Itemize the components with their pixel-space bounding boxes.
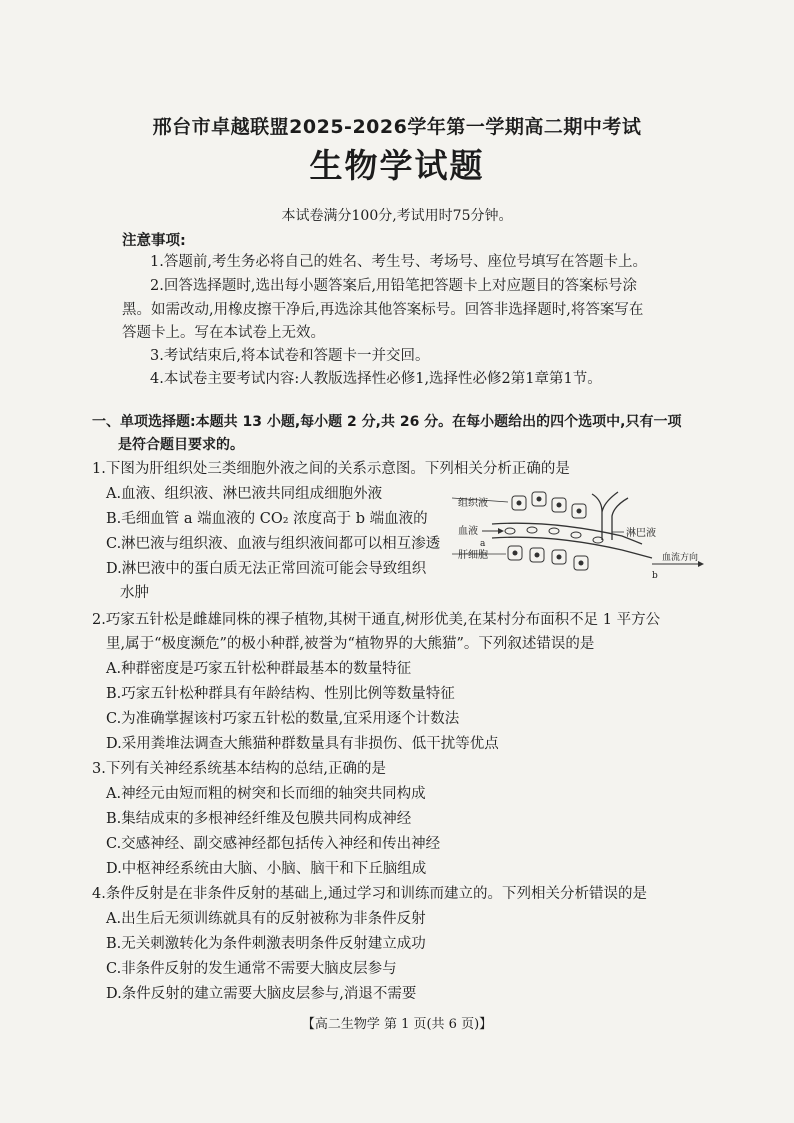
option-d-cont: 水肿 bbox=[120, 585, 149, 601]
exam-title: 邢台市卓越联盟2025-2026学年第一学期高二期中考试 bbox=[152, 116, 642, 138]
cell-nucleus bbox=[579, 561, 584, 566]
option-b: B.毛细血管 a 端血液的 CO₂ 浓度高于 b 端血液的 bbox=[106, 511, 428, 527]
question-stem: 2.巧家五针松是雌雄同株的裸子植物,其树干通直,树形优美,在某村分布面积不足 1 平方公 bbox=[92, 612, 661, 628]
option-c: C.交感神经、副交感神经都包括传入神经和传出神经 bbox=[106, 836, 441, 852]
blood-cell bbox=[505, 528, 515, 534]
option-a: A.血液、组织液、淋巴液共同组成细胞外液 bbox=[106, 486, 383, 502]
question-stem: 4.条件反射是在非条件反射的基础上,通过学习和训练而建立的。下列相关分析错误的是 bbox=[92, 886, 647, 902]
cell-nucleus bbox=[537, 497, 542, 502]
option-d: D.条件反射的建立需要大脑皮层参与,消退不需要 bbox=[106, 986, 417, 1002]
notice-line: 黑。如需改动,用橡皮擦干净后,再选涂其他答案标号。回答非选择题时,将答案写在 bbox=[122, 302, 644, 318]
cell-nucleus bbox=[535, 553, 540, 558]
label-tissue-fluid: 组织液 bbox=[458, 498, 488, 509]
option-d: D.中枢神经系统由大脑、小脑、脑干和下丘脑组成 bbox=[106, 861, 427, 877]
option-c: C.非条件反射的发生通常不需要大脑皮层参与 bbox=[106, 961, 397, 977]
section-heading: 一、单项选择题:本题共 13 小题,每小题 2 分,共 26 分。在每小题给出的四个选项中,只有一项 bbox=[92, 414, 682, 430]
blood-cell bbox=[549, 528, 559, 534]
option-a: A.种群密度是巧家五针松种群最基本的数量特征 bbox=[106, 661, 412, 677]
label-a: a bbox=[480, 539, 486, 549]
extracellular-fluid-diagram bbox=[452, 482, 712, 582]
blood-cell bbox=[571, 532, 581, 538]
notice-line: 答题卡上。写在本试卷上无效。 bbox=[122, 325, 325, 341]
label-blood: 血液 bbox=[458, 526, 478, 537]
blood-cell bbox=[527, 527, 537, 533]
option-a: A.出生后无须训练就具有的反射被称为非条件反射 bbox=[106, 911, 426, 927]
label-flow-direction: 血流方向 bbox=[662, 553, 699, 563]
label-liver-cell: 肝细胞 bbox=[458, 550, 488, 561]
option-c: C.淋巴液与组织液、血液与组织液间都可以相互渗透 bbox=[106, 536, 441, 552]
cell-nucleus bbox=[513, 551, 518, 556]
arrow-head bbox=[698, 561, 704, 567]
section-heading-cont: 是符合题目要求的。 bbox=[118, 437, 244, 453]
notice-line: 3.考试结束后,将本试卷和答题卡一并交回。 bbox=[150, 348, 430, 364]
option-b: B.无关刺激转化为条件刺激表明条件反射建立成功 bbox=[106, 936, 426, 952]
cell-nucleus bbox=[577, 509, 582, 514]
option-d: D.淋巴液中的蛋白质无法正常回流可能会导致组织 bbox=[106, 561, 427, 577]
option-c: C.为准确掌握该村巧家五针松的数量,宜采用逐个计数法 bbox=[106, 711, 460, 727]
exam-info: 本试卷满分100分,考试用时75分钟。 bbox=[281, 208, 513, 224]
notice-line: 1.答题前,考生务必将自己的姓名、考生号、考场号、座位号填写在答题卡上。 bbox=[150, 254, 647, 270]
cell-nucleus bbox=[517, 501, 522, 506]
notice-heading: 注意事项: bbox=[122, 233, 186, 249]
question-stem: 1.下图为肝组织处三类细胞外液之间的关系示意图。下列相关分析正确的是 bbox=[92, 461, 570, 477]
question-stem-cont: 里,属于“极度濒危”的极小种群,被誉为“植物界的大熊猫”。下列叙述错误的是 bbox=[106, 636, 595, 652]
notice-line: 2.回答选择题时,选出每小题答案后,用铅笔把答题卡上对应题目的答案标号涂 bbox=[150, 278, 638, 294]
page-footer: 【高二生物学 第 1 页(共 6 页)】 bbox=[301, 1017, 493, 1032]
question-stem: 3.下列有关神经系统基本结构的总结,正确的是 bbox=[92, 761, 386, 777]
notice-line: 4.本试卷主要考试内容:人教版选择性必修1,选择性必修2第1章第1节。 bbox=[150, 371, 602, 387]
cell-nucleus bbox=[557, 503, 562, 508]
option-d: D.采用粪堆法调查大熊猫种群数量具有非损伤、低干扰等优点 bbox=[106, 736, 499, 752]
label-lymph: 淋巴液 bbox=[626, 528, 656, 539]
cell-nucleus bbox=[557, 555, 562, 560]
subject-title: 生物学试题 bbox=[309, 146, 485, 185]
option-a: A.神经元由短而粗的树突和长而细的轴突共同构成 bbox=[106, 786, 426, 802]
arrow-head bbox=[498, 528, 504, 534]
label-b: b bbox=[652, 571, 658, 581]
option-b: B.巧家五针松种群具有年龄结构、性别比例等数量特征 bbox=[106, 686, 455, 702]
option-b: B.集结成束的多根神经纤维及包膜共同构成神经 bbox=[106, 811, 412, 827]
